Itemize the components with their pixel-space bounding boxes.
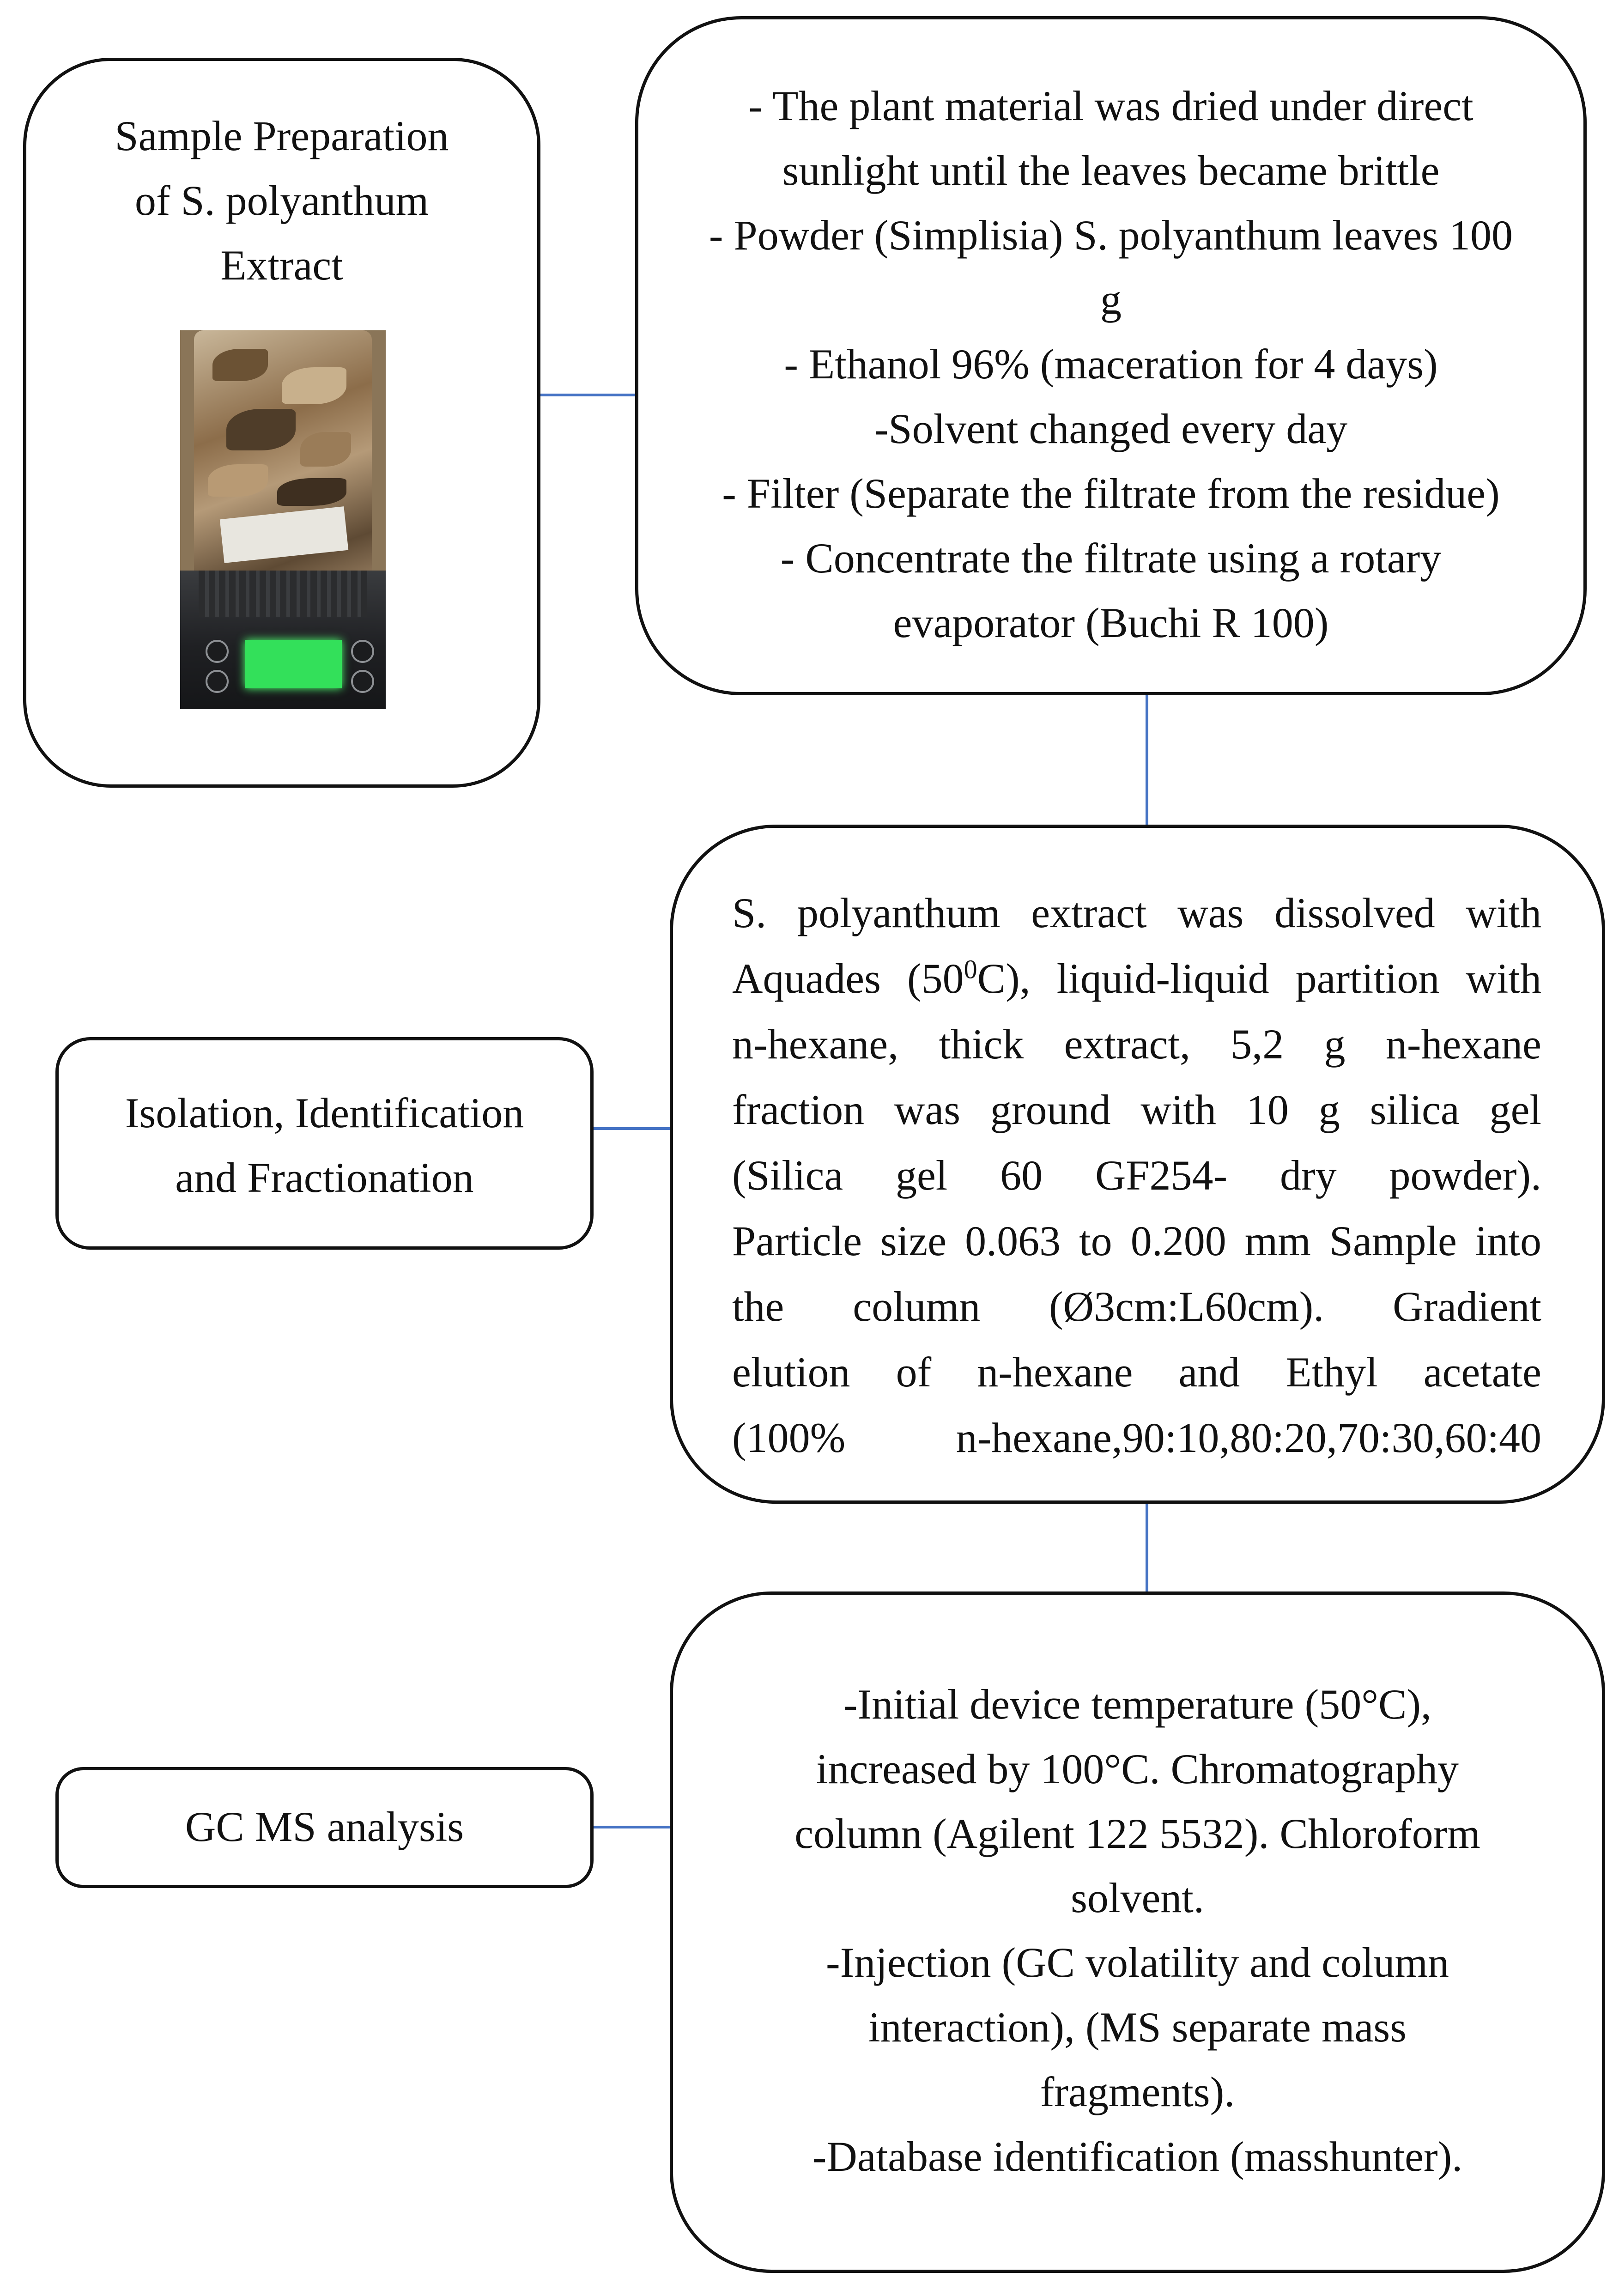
extraction-line: evaporator (Buchi R 100) — [893, 599, 1329, 646]
title-line: Sample Preparation — [115, 112, 449, 159]
connector-sample-to-extraction — [540, 394, 635, 396]
gcms-label-text: GC MS analysis — [185, 1803, 464, 1850]
title-line: of S. polyanthum — [134, 176, 429, 224]
extraction-line: sunlight until the leaves became brittle — [782, 146, 1440, 194]
isolation-detail-text — [732, 880, 1541, 1470]
scale-platform — [199, 571, 367, 617]
scale-button-icon — [206, 640, 229, 663]
detail-text-part: C), liquid-liquid partition with — [977, 955, 1541, 1002]
isolation-label-line: Isolation, Identification — [125, 1089, 524, 1136]
extraction-line: - Ethanol 96% (maceration for 4 days) — [784, 340, 1438, 388]
gcms-detail-line: solvent. — [1071, 1874, 1204, 1922]
isolation-detail-line: (Silica gel 60 GF254- dry powder). — [732, 1152, 1541, 1199]
connector-isolation-label-to-detail — [594, 1127, 670, 1130]
gcms-detail-line: fragments). — [1040, 2068, 1235, 2115]
scale-display — [245, 640, 342, 688]
isolation-detail-line: elution of n-hexane and Ethyl acetate — [732, 1348, 1541, 1396]
isolation-detail-line: (100% n-hexane,90:10,80:20,70:30,60:40 — [732, 1414, 1541, 1461]
isolation-label-text — [55, 1081, 594, 1210]
isolation-label-line: and Fractionation — [175, 1154, 474, 1201]
isolation-detail-line: fraction was ground with 10 g silica gel — [732, 1086, 1541, 1133]
leaf-bag — [194, 330, 372, 598]
connector-gcms-label-to-detail — [594, 1826, 670, 1828]
detail-text-part: Aquades (50 — [732, 955, 964, 1002]
sample-preparation-title — [23, 104, 540, 298]
scale-button-icon — [351, 640, 374, 663]
extraction-line: - Filter (Separate the filtrate from the residue) — [722, 469, 1500, 517]
title-line: Extract — [220, 241, 343, 289]
gcms-detail-line: -Database identification (masshunter). — [812, 2132, 1463, 2180]
gcms-detail-line: column (Agilent 122 5532). Chloroform — [794, 1810, 1480, 1857]
gcms-detail-text — [670, 1672, 1605, 2189]
gcms-detail-line: -Initial device temperature (50°C), — [843, 1681, 1432, 1728]
isolation-detail-line: S. polyanthum extract was dissolved with — [732, 889, 1541, 936]
extraction-line: - Powder (Simplisia) S. polyanthum leaves 100 — [709, 211, 1513, 259]
isolation-detail-line: the column (Ø3cm:L60cm). Gradient — [732, 1283, 1541, 1330]
connector-isolation-to-gcms — [1146, 1504, 1148, 1591]
isolation-detail-line: n-hexane, thick extract, 5,2 g n-hexane — [732, 1020, 1541, 1068]
scale-button-icon — [351, 670, 374, 693]
isolation-detail-line — [732, 946, 1541, 1011]
kitchen-scale — [180, 571, 386, 709]
scale-button-icon — [206, 670, 229, 693]
extraction-line: g — [1100, 276, 1122, 323]
extraction-line: - Concentrate the filtrate using a rotary — [780, 534, 1442, 582]
extraction-line: -Solvent changed every day — [874, 405, 1348, 453]
gcms-detail-line: increased by 100°C. Chromatography — [816, 1745, 1459, 1792]
isolation-detail-line: Particle size 0.063 to 0.200 mm Sample into — [732, 1217, 1541, 1264]
extraction-line: - The plant material was dried under direct — [748, 82, 1473, 129]
gcms-detail-line: interaction), (MS separate mass — [868, 2004, 1407, 2051]
extraction-steps-text — [635, 74, 1587, 655]
gcms-detail-line: -Injection (GC volatility and column — [825, 1939, 1449, 1986]
superscript-zero: 0 — [964, 954, 977, 984]
connector-extraction-to-isolation — [1146, 695, 1148, 825]
leaves-on-scale-photo — [180, 330, 386, 709]
